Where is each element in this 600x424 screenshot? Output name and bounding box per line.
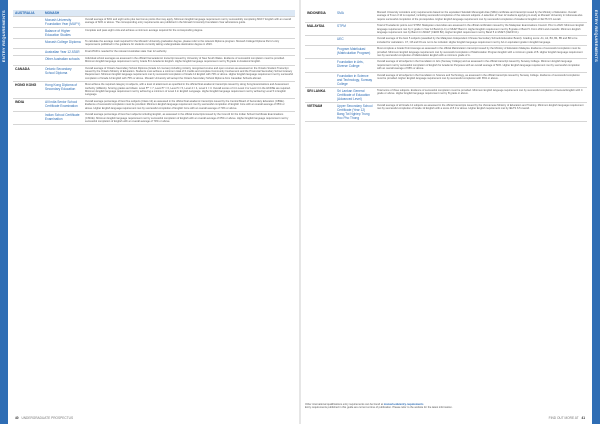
requirement-row — [13, 10, 295, 17]
qualification-cell: Australian Year 12 ATAR — [45, 49, 80, 54]
qualification-cell: All India Senior School Certificate Examination — [45, 99, 78, 108]
requirement-row — [13, 82, 295, 99]
footer-title: FIND OUT MORE AT — [548, 416, 579, 420]
left-footer — [13, 416, 73, 420]
requirement-row — [305, 103, 587, 122]
requirement-text-cell: Total of 8 academic points over STPM. Malaysian universities are assessed in the official certification issued by the Malaysian Examinations Council. Prior to 2020: Minimum English language requirement met by C grade in Year 12 Band (A-C) or MUET Band 4. Higher English requirement met by B grade or Band 5. From 2021 and onwards: Minimum English language requirement met by Band 4 in MUET (CEFR B2). Higher English requirement met by Band 5 in MUET (CEFR C1). — [377, 24, 585, 35]
qualification-cell: Hong Kong Diploma of Secondary Education — [45, 83, 78, 92]
requirement-text-cell — [83, 10, 295, 16]
country-cell — [305, 36, 335, 45]
requirement-row — [13, 66, 295, 83]
qualification-cell: Monash University Foundation Year (MUFY) — [45, 18, 81, 26]
page-number: 41 — [581, 416, 585, 420]
qualification-cell: UEC — [337, 37, 344, 42]
side-tab-right — [592, 0, 600, 424]
country-cell — [305, 59, 335, 71]
qualification-cell: Other Australian schools — [45, 56, 80, 61]
requirement-text-cell: Overall average of the best 5 subjects (awarded by the Malaysian Independent Chinese Secondary Schools Education Board). Grading score: A1, A2, B3, B4, B5 and B6 to be included for calculation. C7, C8 and F9 are not to be included. Higher English language requirement met by A2 or equivalent grade in English language. — [377, 37, 578, 44]
qualification-cell: Indian School Certificate Examination — [45, 113, 80, 122]
country-cell: VIETNAM — [307, 103, 323, 108]
qualification-cell: Sri Lankan General Certificate of Education (Advanced Level) — [337, 88, 370, 101]
qualification-cell: Program Matrikulasi (Matriculation Program) — [337, 47, 371, 56]
left-requirements-table — [13, 10, 295, 125]
requirement-row — [13, 39, 295, 49]
country-cell: INDONESIA — [307, 11, 326, 15]
qualification-cell: Upper Secondary School Certificate (Year 12) Bang Tot Nghiep Trung Hoc Pho Thong — [337, 103, 373, 120]
requirement-text-cell: Overall average of all Grade 12 subjects as assessed in the official transcripts issued by the Vietnamese Ministry of Education and Training. Minimum English language requirement met by successful completion of Grade 12 English with a score of 8.0 or above. Higher English requirement met by IELTS 6.5 overall. — [377, 103, 584, 111]
side-tab-label: ENTRY REQUIREMENTS — [1, 10, 6, 63]
requirement-text-cell: Total score of three subjects. Evidence of successful completion must be provided. Minimum English language requirement met by successful completion of General English with C grade or above. Higher English language requirement met by B grade or above. — [377, 88, 583, 96]
entry-requirements-link[interactable]: monash.edu/entry-requirements — [383, 403, 424, 406]
country-cell: CANADA — [15, 66, 30, 71]
qualification-cell: Foundation in Science and Technology, Sunway College — [337, 73, 373, 86]
side-tab-label: ENTRY REQUIREMENTS — [594, 10, 599, 63]
requirement-row — [305, 10, 587, 23]
requirement-row — [13, 56, 295, 66]
requirement-row — [305, 88, 587, 103]
note-text: Other international qualifications entry requirements can be found at — [305, 403, 384, 406]
country-cell — [13, 28, 43, 38]
requirement-text-cell: Individual school averages as assessed in the official final academic transcript issued by University of New South Wales. Evidence of successful completion must be provided. Minimum English language requirement met by Grade B in Academic English. Higher English language requirement met by B grade in Academic English. — [85, 56, 285, 64]
requirement-text-cell: Overall average percentage of best four subjects including English, as assessed in the official transcripts issued by the Council for the Indian School Certificate Examinations (CISCE). Minimum English language requirement met by successful completion of English with an overall average of 65% or above. Higher English language requirement met by successful completion of English with an overall average of 70% or above. — [85, 113, 289, 123]
country-cell — [13, 56, 43, 65]
requirement-text-cell: Overall average of 60% and eight units plus two bonus points that may apply. Minimum English language requirement met by successfully completing MUFY English with an overall average of 60% or above. The corresponding entry requirements are published in the Monash University Foundation Year admissions guide. — [85, 18, 291, 25]
requirement-row — [305, 59, 587, 72]
qualification-cell: Monash College Diploma — [45, 40, 81, 44]
country-cell: INDIA — [15, 99, 25, 104]
right-requirements-table — [305, 10, 587, 122]
country-cell — [13, 49, 43, 55]
country-cell: SRI LANKA — [307, 88, 326, 93]
requirement-text-cell: Overall average of Ontario Secondary School Diploma (Grade 12 courses) including ministry recognised course and open courses as assessed on the Ontario Student Transcript issued by the Ontario Ministry of Education. Students must achieve a minimum total of 6 credits and complete Community Involvement and the Provincial Secondary School Literacy Requirement. Minimum English language requirement met by successful completion of Grade 12 English with 70% or above. Higher English language requirement met by successful completion of Grade 12 English with 75% or above. Monash University will accept the Ontario Secondary School Diploma from Canadian Schools abroad. — [85, 66, 293, 80]
right-footer — [549, 416, 587, 420]
requirement-text-cell: Must achieve the required category A subjects, with a level of attainment as specified in the official final academic transcripts issued by Hong Kong Examinations and Assessment Authority (HKEAA). Scoring grades as follows: Level 5** = 7, Level 5* = 6, Level 5 = 5, Level 4 = 4, Level 3 = 3. Overall scores of 4 in Level 3 or Level 4 in the HKDSE are required. Minimum English language requirement met by achieving a minimum of Level 4 in English Language. Higher English language requirement met by achieving Level 5 in English Language. — [85, 83, 291, 97]
country-cell — [13, 39, 43, 48]
country-cell — [305, 46, 335, 58]
requirement-text-cell: Overall average of all subjects in the Foundation in Arts (Sunway College) and as assessed in the official transcript issued by Sunway College. Minimum English language requirement met by successful completion of English for Academic Purposes with an overall average of 50%. Higher English language requirement met by successful completion with an overall average of 65% or above. — [377, 60, 580, 71]
country-cell: MALAYSIA — [307, 24, 325, 29]
qualification-cell: MONASH — [45, 11, 60, 15]
footer-title: UNDERGRADUATE PROSPECTUS — [21, 416, 74, 420]
requirement-row — [13, 99, 295, 112]
requirement-row — [13, 28, 295, 39]
requirement-text-cell: To calculate the average mark required for the Monash University graduation degree, please refer to the relevant Diploma program. Monash College Diploma Part 2 entry requirements published in the guidance for students currently taking undergraduate destination degree in 2023. — [85, 40, 280, 47]
country-cell: HONG KONG — [15, 83, 37, 88]
requirement-text-cell: Overall average percentage of best five subjects (Class 12) as assessed in the official final academic transcripts issued by the Central Board of Secondary Education (CBSE). Evidence of successful completion must be provided. Minimum English language requirement met by successful completion of English Core with an overall average of 65% or above. Higher English language requirement met by successful completion of English Core with an overall average of 70% or above. — [85, 99, 285, 110]
country-cell — [13, 17, 43, 27]
requirement-text-cell: Overall average of all subjects in the Foundation in Science and Technology, as assessed in the official transcripts issued by Sunway College. Evidence of successful completion must be provided. Higher English language requirement met by successful completion with 65% or above. — [377, 73, 580, 81]
qualification-cell: Foundation in Arts, Diverse College — [337, 60, 364, 69]
note-text-2: Entry requirements published in this guide are current at time of publication. Please refer to the website for the latest information. — [305, 406, 453, 410]
qualification-cell: STPM — [337, 24, 346, 29]
requirement-row — [13, 17, 295, 28]
other-qualifications-note — [305, 403, 587, 410]
requirement-row — [305, 23, 587, 36]
requirement-row — [305, 73, 587, 88]
country-cell — [305, 73, 335, 87]
requirement-row — [305, 46, 587, 59]
requirement-text-cell: Monash University considers entry requirements based on the equivalent Sekolah Menengah Atas (SMA) certificate and transcript issued by the Ministry of Education. Overall average of 8 out of 10 is required, including successful completion of the relevant subjects. A selection of Year 12 students applying to study at Monash University in Indonesia also require successful completion of the prerequisites. Higher English language requirement met by successful completion of Academic English or IELTS 6.5 overall. — [377, 11, 583, 21]
requirement-row — [13, 49, 295, 56]
requirement-text-cell: Complete and pass eight units and achieve a minimum average required for the corresponding degree. — [85, 29, 204, 32]
country-cell: AUSTRALIA — [15, 11, 35, 15]
side-tab-left — [0, 0, 8, 424]
requirement-row — [13, 112, 295, 125]
requirement-row — [305, 36, 587, 46]
page-number: 40 — [15, 416, 19, 420]
country-cell — [13, 112, 43, 124]
requirement-text-cell: Final ATAR is needed for the relevant Australian state Year 12 authority. — [85, 49, 167, 53]
qualification-cell: Balance of Higher Education Studies — [45, 29, 71, 37]
requirement-text-cell: Must complete a Grade Point Average as assessed in the official Matriculation transcript issued by the Ministry of Education Malaysia. Evidence of successful completion must be provided. Minimum English language requirement met by successful completion of Matriculation Program English with a minimum grade of B. Higher English language requirement met by successful completion of Matriculation English with a minimum grade of A. — [377, 47, 583, 58]
qualification-cell: SMA — [337, 11, 344, 15]
right-page — [300, 0, 600, 424]
qualification-cell: Ontario Secondary School Diploma — [45, 66, 72, 75]
